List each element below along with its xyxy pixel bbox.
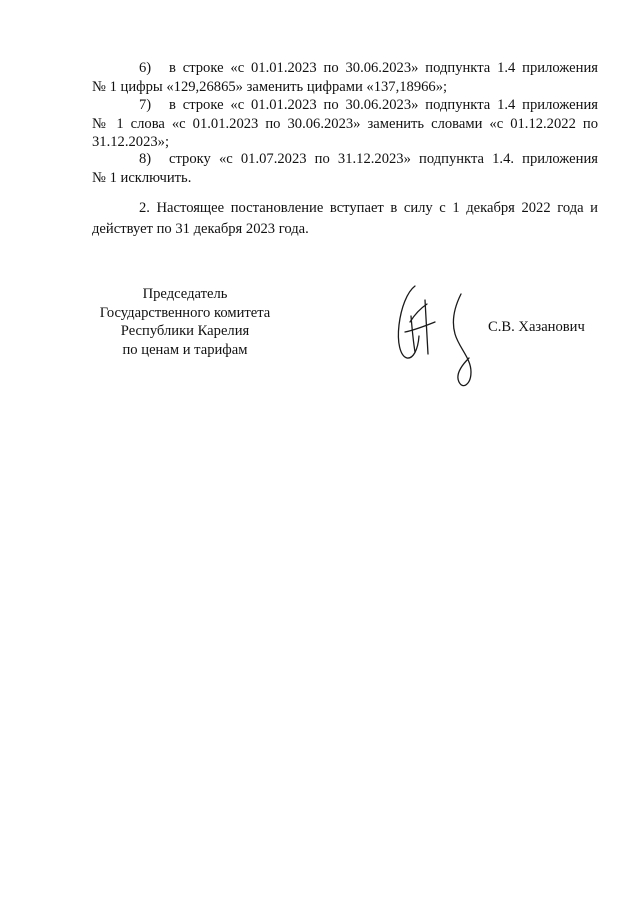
signature-stroke xyxy=(398,286,419,358)
signature-stroke xyxy=(410,304,427,322)
position-line: Государственного комитета xyxy=(99,304,271,321)
amendment-text-line: строку «с 01.07.2023 по 31.12.2023» подпункта 1.4. приложения xyxy=(169,151,598,167)
clause-2-paragraph: 2. Настоящее постановление вступает в силу с 1 декабря 2022 года и действует по 31 декабря 2023 года. xyxy=(92,200,598,237)
amendment-item-8 xyxy=(92,150,598,187)
amendment-number: 6) xyxy=(139,60,152,76)
amendment-text-line: № 1 слова «с 01.01.2023 по 30.06.2023» заменить словами «с 01.12.2022 по xyxy=(92,115,598,132)
signature-stroke xyxy=(453,294,471,386)
handwritten-signature xyxy=(385,270,495,395)
position-line: Республики Карелия xyxy=(120,323,250,339)
signer-name: С.В. Хазанович xyxy=(488,319,585,335)
signature-stroke xyxy=(405,322,435,332)
amendment-text-line: № 1 цифры «129,26865» заменить цифрами «137,18966»; xyxy=(92,78,448,95)
position-line: по ценам и тарифам xyxy=(122,341,248,358)
amendment-text-line: № 1 исключить. xyxy=(92,169,192,186)
amendment-text-line: 31.12.2023»; xyxy=(92,134,170,150)
amendment-text-line: в строке «с 01.01.2023 по 30.06.2023» подпункта 1.4 приложения xyxy=(169,97,598,113)
amendment-text-line: в строке «с 01.01.2023 по 30.06.2023» подпункта 1.4 приложения xyxy=(169,60,598,76)
signature-stroke xyxy=(411,316,415,352)
signatory-position xyxy=(80,285,290,359)
amendment-item-7 xyxy=(92,96,598,152)
amendment-number: 8) xyxy=(139,151,152,167)
signature-stroke xyxy=(425,300,428,354)
amendment-item-6 xyxy=(92,59,598,96)
amendment-number: 7) xyxy=(139,97,152,113)
position-line: Председатель xyxy=(142,286,228,302)
